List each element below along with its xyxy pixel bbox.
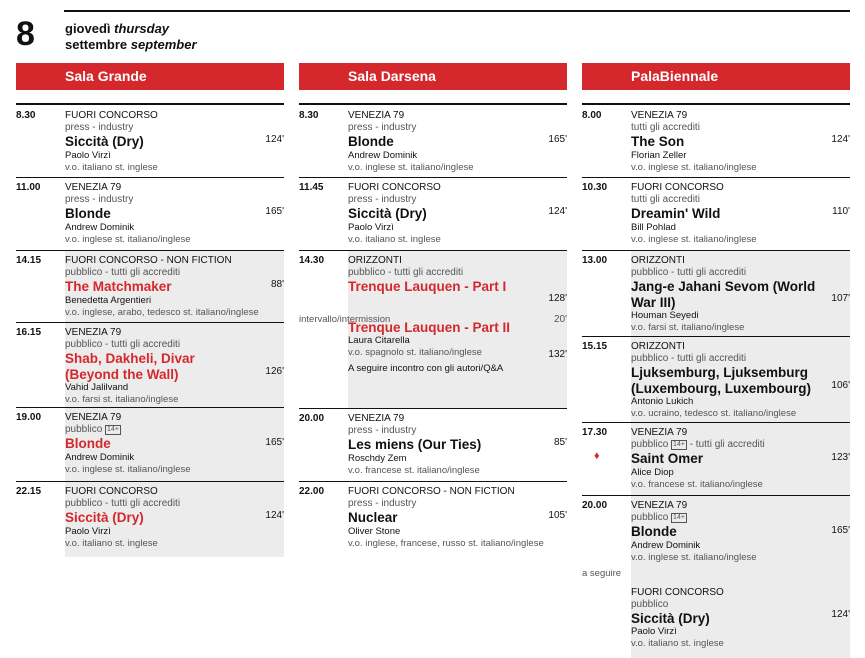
access-label: pubblico 14+ bbox=[631, 512, 685, 523]
director: Andrew Dominik bbox=[65, 451, 135, 463]
venue-title: PalaBiennale bbox=[582, 63, 850, 90]
access-label: tutti gli accrediti bbox=[631, 122, 700, 133]
duration: 165' bbox=[265, 437, 284, 448]
screening-item bbox=[16, 322, 284, 407]
start-time: 17.30 bbox=[582, 427, 608, 438]
access-label: press - industry bbox=[348, 498, 417, 509]
duration: 124' bbox=[265, 134, 284, 145]
language-info: v.o. inglese st. italiano/inglese bbox=[631, 233, 757, 245]
director: Roschdy Zem bbox=[348, 452, 407, 464]
director: Paolo Virzì bbox=[631, 626, 677, 637]
screening-item bbox=[582, 105, 850, 178]
screening-item bbox=[16, 105, 284, 178]
access-label: pubblico 14+ - tutti gli accrediti bbox=[631, 439, 765, 450]
director: Vahid Jalilvand bbox=[65, 382, 129, 393]
duration-part-2: 132' bbox=[548, 349, 567, 360]
duration: 126' bbox=[265, 366, 284, 377]
weekday-label: giovedì thursday bbox=[65, 21, 170, 36]
language-info: v.o. spagnolo st. italiano/inglese bbox=[348, 347, 482, 358]
language-info: v.o. inglese st. italiano/inglese bbox=[65, 233, 191, 245]
language-info: v.o. inglese st. italiano/inglese bbox=[65, 463, 191, 475]
language-info: v.o. inglese st. italiano/inglese bbox=[631, 161, 757, 173]
age-rating-badge: 14+ bbox=[673, 441, 685, 448]
director: Oliver Stone bbox=[348, 525, 401, 537]
language-info: v.o. italiano st. inglese bbox=[348, 233, 441, 245]
month-label: settembre september bbox=[65, 37, 197, 52]
film-title[interactable]: Les miens (Our Ties) bbox=[348, 437, 482, 452]
screening-item bbox=[16, 481, 284, 557]
film-title[interactable]: Siccità (Dry) bbox=[631, 610, 710, 626]
film-title[interactable]: Shab, Dakheli, Divar (Beyond the Wall) bbox=[65, 351, 195, 382]
language-info: v.o. inglese, francese, russo st. italiano/inglese bbox=[348, 537, 544, 549]
section-label: FUORI CONCORSO bbox=[631, 182, 724, 193]
section-label: VENEZIA 79 bbox=[631, 427, 688, 438]
director: Bill Pohlad bbox=[631, 221, 676, 233]
section-label: FUORI CONCORSO bbox=[631, 586, 724, 598]
venue-title: Sala Darsena bbox=[299, 63, 567, 90]
duration: 107' bbox=[831, 293, 850, 304]
language-info: v.o. italiano st. inglese bbox=[65, 537, 158, 549]
access-label: pubblico - tutti gli accrediti bbox=[65, 498, 181, 509]
start-time: 11.00 bbox=[16, 182, 41, 193]
duration: 85' bbox=[553, 437, 567, 448]
duration: 88' bbox=[270, 279, 284, 290]
screening-item bbox=[299, 481, 567, 557]
film-title[interactable]: Blonde bbox=[65, 436, 111, 451]
language-info: v.o. farsi st. italiano/inglese bbox=[631, 322, 745, 333]
film-title[interactable]: Blonde bbox=[348, 134, 394, 149]
duration: 123' bbox=[831, 452, 850, 463]
film-title[interactable]: Saint Omer bbox=[631, 451, 704, 466]
screening-item bbox=[299, 177, 567, 250]
section-label: ORIZZONTI bbox=[348, 255, 402, 266]
section-label: ORIZZONTI bbox=[631, 341, 685, 352]
start-time: 8.00 bbox=[582, 110, 602, 121]
language-info: v.o. italiano st. inglese bbox=[65, 161, 158, 173]
access-label: press - industry bbox=[348, 194, 417, 205]
access-label: press - industry bbox=[65, 122, 134, 133]
access-label: press - industry bbox=[348, 122, 417, 133]
film-title[interactable]: Trenque Lauquen - Part I bbox=[348, 279, 507, 294]
section-label: VENEZIA 79 bbox=[65, 327, 122, 338]
access-label: pubblico - tutti gli accrediti bbox=[348, 267, 464, 278]
section-label: VENEZIA 79 bbox=[631, 110, 688, 121]
qa-note: A seguire incontro con gli autori/Q&A bbox=[348, 363, 504, 374]
film-title-part-2[interactable]: Trenque Lauquen - Part II bbox=[348, 319, 511, 335]
start-time: 22.15 bbox=[16, 486, 42, 497]
start-time: 13.00 bbox=[582, 255, 608, 266]
access-label: pubblico - tutti gli accrediti bbox=[631, 353, 747, 364]
screening-item bbox=[16, 177, 284, 250]
screening-item bbox=[299, 250, 567, 408]
screening-item bbox=[582, 422, 850, 495]
duration: 165' bbox=[548, 134, 567, 145]
start-time: 19.00 bbox=[16, 412, 42, 423]
section-label: FUORI CONCORSO - NON FICTION bbox=[348, 486, 515, 497]
director: Houman Seyedi bbox=[631, 310, 699, 321]
start-time: 8.30 bbox=[299, 110, 319, 121]
intermission-duration: 20' bbox=[553, 314, 567, 325]
screening-item bbox=[582, 495, 850, 658]
lion-icon: ♦ bbox=[594, 450, 600, 462]
start-time: 16.15 bbox=[16, 327, 42, 338]
duration: 110' bbox=[832, 206, 850, 217]
start-time: 22.00 bbox=[299, 486, 325, 497]
duration: 124' bbox=[548, 206, 567, 217]
director: Paolo Virzì bbox=[348, 221, 394, 233]
start-time: 20.00 bbox=[299, 413, 325, 424]
language-info: v.o. francese st. italiano/inglese bbox=[348, 464, 480, 476]
followed-by-label: a seguire bbox=[582, 568, 622, 579]
start-time: 15.15 bbox=[582, 341, 608, 352]
screening-item bbox=[16, 407, 284, 481]
language-info: v.o. inglese, arabo, tedesco st. italiano/inglese bbox=[65, 306, 259, 318]
section-label: FUORI CONCORSO bbox=[65, 110, 158, 121]
film-title[interactable]: The Son bbox=[631, 134, 685, 149]
film-title[interactable]: Siccità (Dry) bbox=[65, 134, 144, 149]
director: Andrew Dominik bbox=[348, 149, 418, 161]
duration: 124' bbox=[831, 609, 850, 620]
director: Florian Zeller bbox=[631, 149, 687, 161]
access-label: press - industry bbox=[65, 194, 134, 205]
duration: 128' bbox=[548, 293, 567, 304]
language-info: v.o. inglese st. italiano/inglese bbox=[348, 161, 474, 173]
language-info: v.o. ucraino, tedesco st. italiano/inglese bbox=[631, 408, 797, 419]
director: Andrew Dominik bbox=[65, 221, 135, 233]
day-number: 8 bbox=[16, 15, 35, 53]
venue-column-sala-darsena bbox=[299, 63, 567, 658]
start-time: 14.15 bbox=[16, 255, 42, 266]
film-title[interactable]: Siccità (Dry) bbox=[348, 206, 427, 221]
access-label: tutti gli accrediti bbox=[631, 194, 700, 205]
section-label: FUORI CONCORSO bbox=[348, 182, 441, 193]
screening-item bbox=[582, 336, 850, 422]
director: Laura Citarella bbox=[348, 335, 410, 346]
start-time: 8.30 bbox=[16, 110, 36, 121]
director: Paolo Virzì bbox=[65, 525, 111, 537]
duration: 165' bbox=[831, 525, 850, 536]
screening-item bbox=[299, 408, 567, 481]
screening-item bbox=[299, 105, 567, 178]
screening-item bbox=[16, 250, 284, 322]
access-label: pubblico - tutti gli accrediti bbox=[65, 339, 181, 350]
screening-item bbox=[582, 177, 850, 250]
section-label: VENEZIA 79 bbox=[631, 500, 688, 511]
age-rating-badge: 14+ bbox=[107, 426, 119, 433]
section-label: VENEZIA 79 bbox=[65, 412, 122, 423]
language-info: v.o. farsi st. italiano/inglese bbox=[65, 394, 179, 405]
duration: 124' bbox=[831, 134, 850, 145]
section-label: FUORI CONCORSO - NON FICTION bbox=[65, 255, 232, 266]
access-label: pubblico - tutti gli accrediti bbox=[65, 267, 181, 278]
duration: 124' bbox=[265, 510, 284, 521]
access-label: press - industry bbox=[348, 425, 417, 436]
film-title[interactable]: Blonde bbox=[65, 206, 111, 221]
language-info: v.o. francese st. italiano/inglese bbox=[631, 478, 763, 490]
start-time: 20.00 bbox=[582, 500, 608, 511]
duration: 106' bbox=[831, 380, 850, 391]
duration: 105' bbox=[548, 510, 567, 521]
film-title[interactable]: Siccità (Dry) bbox=[65, 510, 144, 525]
venue-column-palabiennale bbox=[582, 63, 850, 658]
intermission-row bbox=[299, 314, 567, 326]
access-label: pubblico 14+ bbox=[65, 424, 119, 435]
day-header bbox=[16, 0, 850, 58]
language-info: v.o. inglese st. italiano/inglese bbox=[631, 551, 757, 563]
director: Alice Diop bbox=[631, 466, 674, 478]
access-label: pubblico bbox=[631, 598, 669, 610]
intermission-label: intervallo/intermission bbox=[299, 314, 391, 325]
film-title[interactable]: Jang-e Jahani Sevom (World War III) bbox=[631, 279, 816, 310]
screening-item bbox=[582, 250, 850, 336]
film-title[interactable]: Blonde bbox=[631, 524, 677, 539]
section-label: VENEZIA 79 bbox=[65, 182, 122, 193]
section-label: VENEZIA 79 bbox=[348, 413, 405, 424]
venue-title: Sala Grande bbox=[16, 63, 284, 90]
section-label: FUORI CONCORSO bbox=[65, 486, 158, 497]
start-time: 11.45 bbox=[299, 182, 324, 193]
film-title[interactable]: Ljuksemburg, Ljuksemburg (Luxembourg, Luxembourg) bbox=[631, 365, 811, 396]
section-label: ORIZZONTI bbox=[631, 255, 685, 266]
age-rating-badge: 14+ bbox=[673, 514, 685, 521]
film-title[interactable]: Nuclear bbox=[348, 510, 398, 525]
director: Andrew Dominik bbox=[631, 539, 701, 551]
director: Paolo Virzì bbox=[65, 149, 111, 161]
language-info: v.o. italiano st. inglese bbox=[631, 638, 724, 649]
start-time: 14.30 bbox=[299, 255, 325, 266]
access-label: pubblico - tutti gli accrediti bbox=[631, 267, 747, 278]
venue-column-sala-grande bbox=[16, 63, 284, 658]
section-label: VENEZIA 79 bbox=[348, 110, 405, 121]
film-title[interactable]: The Matchmaker bbox=[65, 279, 172, 294]
director: Antonio Lukich bbox=[631, 396, 694, 407]
film-title[interactable]: Dreamin' Wild bbox=[631, 206, 721, 221]
start-time: 10.30 bbox=[582, 182, 608, 193]
duration: 165' bbox=[265, 206, 284, 217]
director: Benedetta Argentieri bbox=[65, 294, 152, 306]
header-rule bbox=[64, 10, 850, 12]
